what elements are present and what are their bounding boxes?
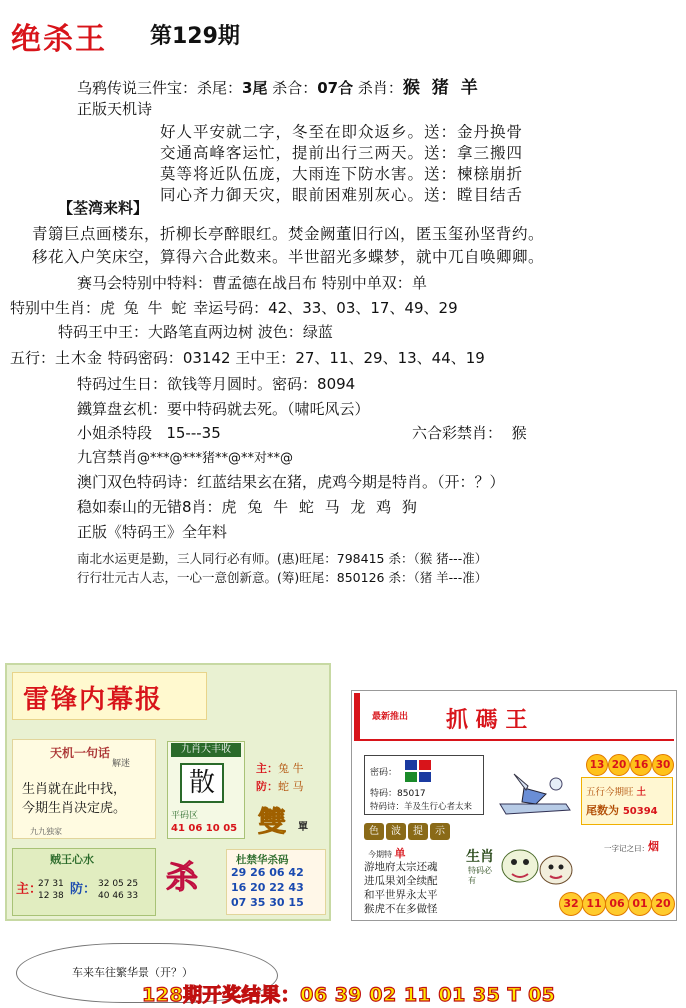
king-line: 特码王中王：大路笔直两边树 波色：绿蓝 <box>58 323 333 341</box>
tianji-title: 天机一句话 <box>50 746 111 760</box>
left-panel-title: 雷锋内幕报 <box>23 685 164 715</box>
fang-line: 防：蛇 马 <box>256 780 304 793</box>
heart-fang-nums: 40 46 33 <box>98 891 139 901</box>
ban-line: 六合彩禁肖： 猴 <box>412 424 527 442</box>
airplane-icon <box>496 764 574 822</box>
taishan-line: 稳如泰山的无错8肖：虎 兔 牛 蛇 马 龙 鸡 狗 <box>77 498 420 516</box>
top-number-ball: 20 <box>608 754 630 776</box>
bottom-number-ball: 11 <box>582 892 606 916</box>
header-bar <box>354 693 360 739</box>
char-main: 散 <box>180 763 224 803</box>
code-line: 特码：85017 <box>370 789 426 799</box>
mima-label: 密码： <box>370 768 398 778</box>
heart-zhu-label: 主： <box>16 882 43 897</box>
sheng-label: 生肖 <box>466 849 494 865</box>
heart-title: 贼王心水 <box>50 853 94 866</box>
tianji-sub: 解迷 <box>112 759 131 769</box>
source-title: 【荃湾来料】 <box>58 199 149 217</box>
full-year-line: 行行壮元古人志，一心一意创新意。(筹)旺尾：850126 杀：（猪 羊---准） <box>77 570 488 585</box>
bottom-number-ball: 32 <box>559 892 583 916</box>
tag-chip: 示 <box>430 823 450 840</box>
zone-numbers: 41 06 10 05 <box>171 823 238 834</box>
killer-row: 16 20 22 43 <box>231 881 304 894</box>
tail-line: 尾数为 50394 <box>586 804 658 817</box>
bottom-number-ball: 20 <box>651 892 675 916</box>
killer-row: 07 35 30 15 <box>231 896 304 909</box>
top-number-ball: 16 <box>630 754 652 776</box>
birthday-line: 特码过生日：欲钱等月圆时。密码：8094 <box>77 375 356 393</box>
issue-number: 第129期 <box>150 24 240 49</box>
right-poem: 游地府太宗还魂 进瓜果刘全续配 和平世界永太平 猴虎不在多做怪 <box>364 861 438 915</box>
nine-palace-line: 九宫禁肖@***@***猪**@**对**@ <box>77 448 294 466</box>
poem-line: 莫等将近队伍庞，大雨连下防水害。送：楝榇崩折 <box>160 165 524 183</box>
tianji-foot: 九九独家 <box>30 827 62 836</box>
poem-line: 同心齐力御天灾，眼前困难别灰心。送：瞠目结舌 <box>160 186 524 204</box>
right-panel-tag: 最新推出 <box>372 712 409 722</box>
left-panel-title-box <box>12 672 207 720</box>
heart-zhu-nums: 12 38 <box>38 891 64 901</box>
heart-fang-nums: 32 05 25 <box>98 879 139 889</box>
poem-line: 交通高峰客运忙，提前出行三两天。送：拿三搬四 <box>160 144 524 162</box>
special-zodiac-line: 特别中生肖：虎 兔 牛 蛇 幸运号码：42、33、03、17、49、29 <box>10 299 458 317</box>
zone-label: 平码区 <box>171 811 199 821</box>
source-line: 青篛巨点画楼东，折柳长亭醉眼红。焚金阙董旧行凶，匿玉玺孙坚背约。 <box>32 225 545 243</box>
right-panel-title: 抓 碼 王 <box>446 707 528 733</box>
tag-chip: 提 <box>408 823 428 840</box>
poem-title: 正版天机诗 <box>77 100 153 118</box>
horse-line: 赛马会特别中特料：曹孟德在战吕布 特别中单双：单 <box>77 274 427 292</box>
poem-line: 好人平安就二字，冬至在即众返乡。送：金丹换骨 <box>160 123 524 141</box>
zhu-line: 主：兔 牛 <box>256 762 304 775</box>
right-small: 一字记之曰： <box>604 844 649 853</box>
heart-fang-label: 防： <box>70 882 97 897</box>
brand-title: 绝杀王 <box>11 22 107 57</box>
miss-line: 小姐杀特段 15---35 <box>77 424 221 442</box>
line-crow-legend: 乌鸦传说三件宝：杀尾：3尾 杀合：07合 杀肖：猴 猪 羊 <box>77 78 481 98</box>
source-line: 移花入户笑床空，算得六合此数来。半世韶光多蝶梦，就中兀自唤卿卿。 <box>32 248 545 266</box>
tianji-line: 今期生肖决定虎。 <box>22 801 127 816</box>
hint-line: 特码诗：羊及生行心者太来 <box>370 802 473 812</box>
tag-chip: 波 <box>386 823 406 840</box>
logo-icon <box>405 760 431 782</box>
tag-chip: 色 <box>364 823 384 840</box>
sha-char: 杀 <box>166 858 199 896</box>
wuxing-line: 五行：土木金 特码密码：03142 王中王：27、11、29、13、44、19 <box>10 349 485 367</box>
abacus-line: 鐵算盘玄机：要中特码就去死。（啸吒风云） <box>77 400 370 418</box>
right-char: 烟 <box>648 840 659 853</box>
heart-zhu-nums: 27 31 <box>38 879 64 889</box>
dan-char: 單 <box>298 822 308 833</box>
killer-row: 29 26 06 42 <box>231 866 304 879</box>
bottom-number-ball: 06 <box>605 892 629 916</box>
five-line: 五行今期旺 土 <box>586 787 647 798</box>
full-year-line: 南北水运更是勤，三人同行必有师。(惠)旺尾：798415 杀：（猴 猪---准） <box>77 551 488 566</box>
sheng-sub: 特码必有 <box>468 866 492 885</box>
killer-title: 杜禁华杀码 <box>236 854 289 866</box>
top-number-ball: 13 <box>586 754 608 776</box>
single-line: 今期特 单 <box>368 847 406 860</box>
animals-icon <box>496 832 578 894</box>
bottom-number-ball: 01 <box>628 892 652 916</box>
cloud-text: 车来车往繁华景（开？） <box>72 966 193 979</box>
full-year-title: 正版《特码王》全年料 <box>77 523 228 541</box>
top-number-ball: 30 <box>652 754 674 776</box>
macau-line: 澳门双色特码诗：红蓝结果玄在猪，虎鸡今期是特肖。（开：？） <box>77 473 505 491</box>
shuang-char: 雙 <box>258 805 287 838</box>
draw-result: 128期开奖结果：06 39 02 11 01 35 T 05 <box>142 984 556 1006</box>
tianji-line: 生肖就在此中找， <box>22 782 127 797</box>
char-box-title: 九肖大丰收 <box>171 743 241 757</box>
